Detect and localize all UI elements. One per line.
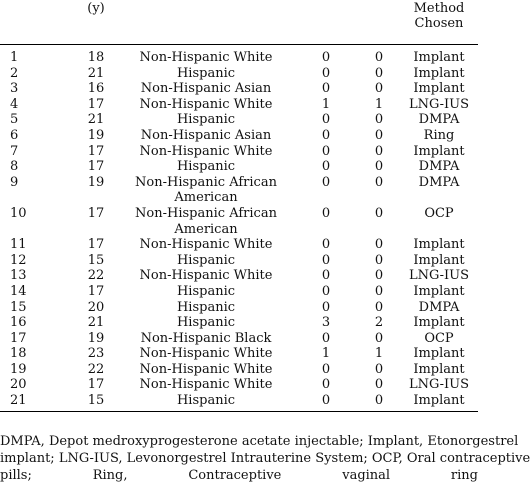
footnote-line: implant; LNG-IUS, Levonorgestrel Intrauterine System; OCP, Oral contraceptive	[0, 451, 530, 466]
cell-method: DMPA	[418, 112, 460, 128]
cell-race-line: Non-Hispanic White	[139, 361, 273, 377]
cell-gravidity: 0	[321, 393, 331, 409]
cell-age: 23	[87, 346, 105, 362]
cell-participant: 18	[10, 346, 27, 362]
cell-race-line: Non-Hispanic African	[135, 174, 277, 190]
cell-race-line: Hispanic	[176, 299, 236, 315]
cell-participant: 20	[10, 377, 27, 393]
cell-gravidity: 0	[321, 205, 331, 221]
cell-race	[118, 284, 294, 300]
cell-method: DMPA	[418, 174, 460, 190]
cell-age: 15	[87, 252, 105, 268]
cell-age: 22	[87, 268, 105, 284]
table-row	[0, 237, 478, 253]
cell-parity: 0	[374, 252, 384, 268]
cell-age: 17	[87, 143, 105, 159]
cell-gravidity: 0	[321, 330, 331, 346]
table-row	[0, 206, 478, 237]
cell-race	[118, 97, 294, 113]
cell-participant: 9	[10, 174, 19, 190]
cell-parity: 0	[374, 81, 384, 97]
cell-race-line: Non-Hispanic White	[139, 143, 273, 159]
table-row	[0, 268, 478, 284]
cell-method: Implant	[413, 252, 465, 268]
cell-race-line: Hispanic	[176, 112, 236, 128]
cell-participant: 11	[10, 237, 27, 253]
cell-race	[118, 300, 294, 316]
cell-gravidity: 0	[321, 50, 331, 65]
cell-age: 19	[87, 127, 105, 143]
cell-age: 17	[87, 237, 105, 253]
cell-race-line: Hispanic	[176, 252, 236, 268]
cell-gravidity: 0	[321, 237, 331, 253]
footnote-line: DMPA, Depot medroxyprogesterone acetate injectable; Implant, Etonorgestrel	[0, 434, 519, 449]
cell-participant: 6	[10, 127, 19, 143]
cell-age: 16	[87, 81, 105, 97]
cell-gravidity: 0	[321, 252, 331, 268]
cell-method: Implant	[413, 81, 465, 97]
cell-race-line: Hispanic	[176, 159, 236, 175]
cell-gravidity: 0	[321, 112, 331, 128]
cell-gravidity: 0	[321, 283, 331, 299]
table-row	[0, 331, 478, 347]
cell-age: 17	[87, 159, 105, 175]
table-row	[0, 175, 478, 206]
cell-race-line: Non-Hispanic Asian	[140, 127, 272, 143]
header-method	[400, 0, 478, 45]
table-row	[0, 284, 478, 300]
table-row	[0, 377, 478, 393]
cell-parity: 0	[374, 330, 384, 346]
cell-parity: 0	[374, 174, 384, 190]
header-method-line-3: Chosen	[414, 16, 464, 31]
cell-participant: 21	[10, 393, 27, 409]
cell-race-line: Non-Hispanic Black	[140, 330, 272, 346]
cell-parity: 1	[374, 346, 384, 362]
cell-method: Implant	[413, 393, 465, 409]
cell-gravidity: 0	[321, 268, 331, 284]
cell-race	[118, 393, 294, 411]
cell-age: 17	[87, 96, 105, 112]
cell-method: LNG-IUS	[408, 96, 470, 112]
cell-method: Implant	[413, 361, 465, 377]
cell-parity: 2	[374, 315, 384, 331]
cell-participant: 14	[10, 283, 27, 299]
cell-race-line: American	[174, 221, 238, 237]
table-row	[0, 315, 478, 331]
cell-participant: 17	[10, 330, 27, 346]
cell-participant: 16	[10, 315, 27, 331]
cell-race-line: Non-Hispanic White	[139, 377, 273, 393]
table-row	[0, 81, 478, 97]
cell-age: 21	[87, 112, 105, 128]
cell-race	[118, 237, 294, 253]
cell-method: Implant	[413, 315, 465, 331]
header-race	[118, 0, 294, 45]
cell-gravidity: 0	[321, 361, 331, 377]
cell-race	[118, 315, 294, 331]
cell-method: OCP	[424, 205, 454, 221]
cell-age: 21	[87, 65, 105, 81]
cell-race-line: Hispanic	[176, 393, 236, 409]
cell-parity: 0	[374, 361, 384, 377]
cell-gravidity: 0	[321, 81, 331, 97]
cell-gravidity: 0	[321, 65, 331, 81]
cell-participant: 19	[10, 361, 27, 377]
cell-race-line: Non-Hispanic African	[135, 205, 277, 221]
cell-parity: 0	[374, 112, 384, 128]
cell-parity: 0	[374, 50, 384, 65]
cell-race-line: Hispanic	[176, 283, 236, 299]
table-row	[0, 253, 478, 269]
cell-age: 20	[87, 299, 105, 315]
cell-method: LNG-IUS	[408, 377, 470, 393]
cell-race	[118, 66, 294, 82]
cell-age: 22	[87, 361, 105, 377]
cell-participant: 15	[10, 299, 27, 315]
cell-parity: 1	[374, 96, 384, 112]
header-participant	[0, 0, 74, 45]
cell-race-line: Non-Hispanic White	[139, 346, 273, 362]
cell-race	[118, 159, 294, 175]
cell-age: 21	[87, 315, 105, 331]
header-gravidity	[294, 0, 358, 45]
cell-race	[118, 45, 294, 66]
cell-gravidity: 0	[321, 159, 331, 175]
cell-participant: 12	[10, 252, 27, 268]
table-row	[0, 112, 478, 128]
table-row	[0, 97, 478, 113]
cell-gravidity: 1	[321, 96, 331, 112]
cell-age: 15	[87, 393, 105, 409]
table-row	[0, 45, 478, 66]
cell-parity: 0	[374, 393, 384, 409]
table-row	[0, 66, 478, 82]
cell-method: Implant	[413, 237, 465, 253]
cell-participant: 10	[10, 205, 27, 221]
cell-gravidity: 1	[321, 346, 331, 362]
cell-race	[118, 268, 294, 284]
cell-gravidity: 0	[321, 299, 331, 315]
cell-parity: 0	[374, 65, 384, 81]
cell-participant: 8	[10, 159, 19, 175]
header-row	[0, 0, 478, 45]
cell-race-line: Hispanic	[176, 315, 236, 331]
table-row	[0, 300, 478, 316]
header-parity	[358, 0, 400, 45]
cell-participant: 5	[10, 112, 19, 128]
table-header	[0, 0, 478, 45]
cell-race	[118, 81, 294, 97]
header-method-line-2: Method	[413, 1, 465, 16]
cell-age: 18	[87, 50, 105, 65]
cell-parity: 0	[374, 283, 384, 299]
cell-race	[118, 206, 294, 237]
cell-race	[118, 112, 294, 128]
cell-race-line: American	[174, 190, 238, 206]
header-age	[74, 0, 118, 45]
table-body	[0, 45, 478, 412]
table-footnote	[0, 433, 530, 484]
cell-method: Implant	[413, 143, 465, 159]
cell-age: 17	[87, 283, 105, 299]
table-row	[0, 159, 478, 175]
cell-method: Implant	[413, 346, 465, 362]
cell-participant: 3	[10, 81, 19, 97]
cell-method: OCP	[424, 330, 454, 346]
table-row	[0, 393, 478, 411]
cell-race	[118, 175, 294, 206]
cell-race-line: Non-Hispanic White	[139, 237, 273, 253]
table-row	[0, 144, 478, 160]
table-row	[0, 362, 478, 378]
cell-method: DMPA	[418, 159, 460, 175]
cell-race	[118, 253, 294, 269]
cell-parity: 0	[374, 237, 384, 253]
cell-race	[118, 346, 294, 362]
cell-age: 17	[87, 377, 105, 393]
cell-race-line: Non-Hispanic White	[139, 268, 273, 284]
cell-parity: 0	[374, 299, 384, 315]
cell-parity: 0	[374, 268, 384, 284]
cell-race	[118, 331, 294, 347]
cell-parity: 0	[374, 143, 384, 159]
cell-race	[118, 377, 294, 393]
cell-gravidity: 0	[321, 377, 331, 393]
cell-age: 19	[87, 330, 105, 346]
cell-parity: 0	[374, 377, 384, 393]
cell-parity: 0	[374, 127, 384, 143]
cell-parity: 0	[374, 205, 384, 221]
cell-method: Implant	[413, 50, 465, 65]
cell-race-line: Non-Hispanic White	[139, 96, 273, 112]
cell-participant: 1	[10, 50, 19, 65]
cell-age: 19	[87, 174, 105, 190]
cell-method: Implant	[413, 283, 465, 299]
cell-gravidity: 0	[321, 143, 331, 159]
cell-method: Ring	[423, 127, 455, 143]
cell-race	[118, 362, 294, 378]
cell-parity: 0	[374, 159, 384, 175]
cell-gravidity: 0	[321, 174, 331, 190]
cell-method: Implant	[413, 65, 465, 81]
table-row	[0, 346, 478, 362]
cell-gravidity: 0	[321, 127, 331, 143]
cell-participant: 2	[10, 65, 19, 81]
footnote-line: pills; Ring, Contraceptive vaginal ring	[0, 468, 478, 483]
cell-method: LNG-IUS	[408, 268, 470, 284]
cell-gravidity: 3	[321, 315, 331, 331]
table-row	[0, 128, 478, 144]
cell-method: DMPA	[418, 299, 460, 315]
cell-race-line: Hispanic	[176, 65, 236, 81]
cell-race-line: Non-Hispanic White	[139, 50, 273, 65]
header-age-unit: (y)	[87, 1, 105, 16]
cell-race-line: Non-Hispanic Asian	[140, 81, 272, 97]
cell-race	[118, 128, 294, 144]
cell-participant: 13	[10, 268, 27, 284]
cell-participant: 7	[10, 143, 19, 159]
cell-participant: 4	[10, 96, 19, 112]
cell-race	[118, 144, 294, 160]
cell-age: 17	[87, 205, 105, 221]
